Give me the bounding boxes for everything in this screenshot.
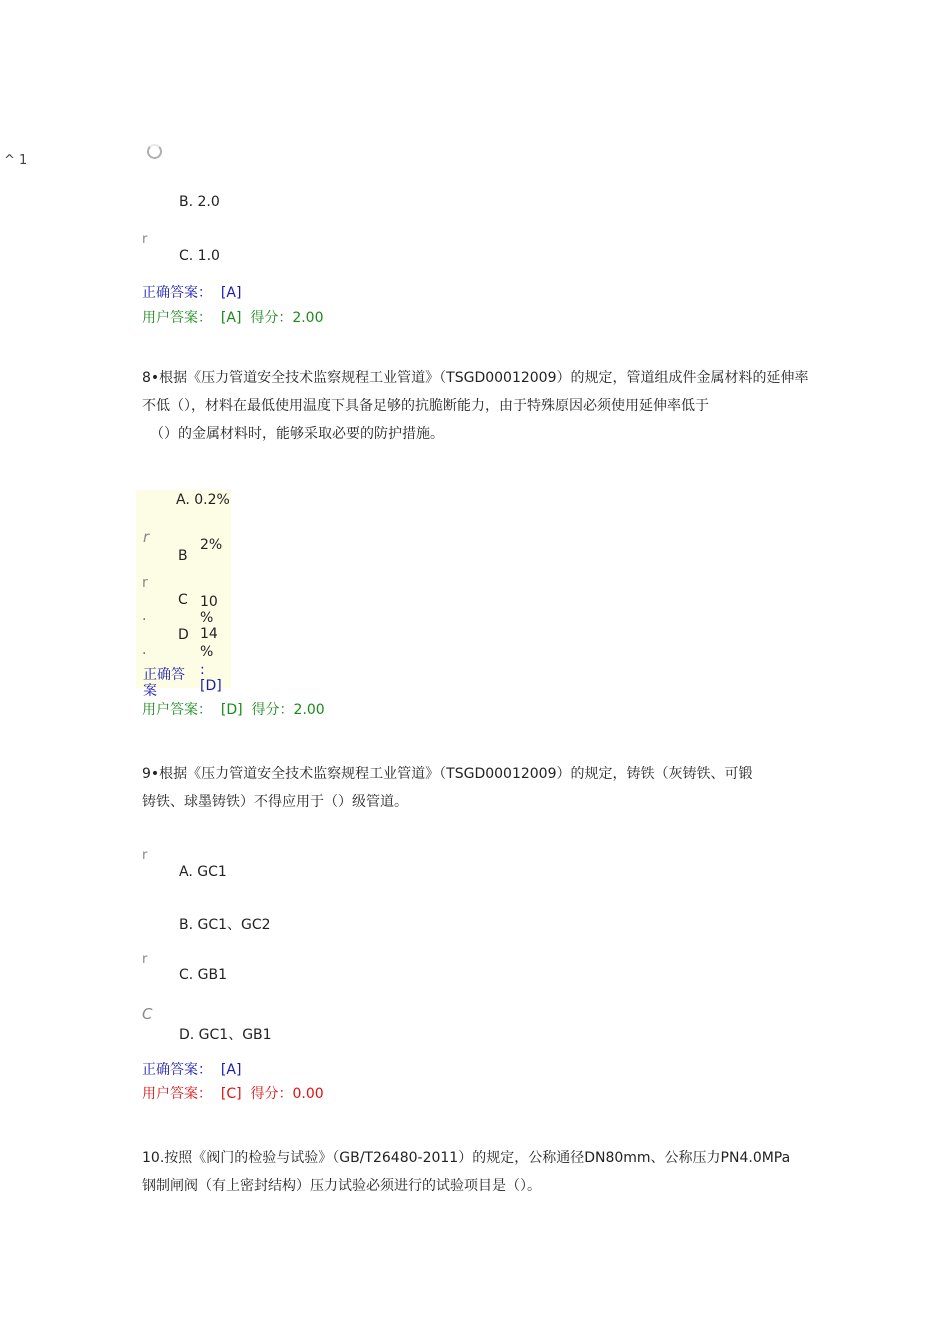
score-value: 0.00 [292,1086,324,1102]
score-label: 得分： [250,310,293,326]
loading-spinner-icon [147,144,162,159]
q9-radio-d-icon[interactable]: C [142,1005,153,1023]
q9-option-d[interactable]: D. GC1、GB1 [179,1027,272,1043]
q8-option-d-value-1[interactable]: 14 [200,626,218,642]
q7-option-c[interactable]: C. 1.0 [179,248,220,264]
user-answer-value: [A] [220,310,242,326]
q9-option-b[interactable]: B. GC1、GC2 [179,917,271,933]
correct-answer-label: 正确答案： [142,285,212,301]
score-value: 2.00 [292,310,324,326]
q8-option-b-letter[interactable]: B [178,548,188,564]
q8-correct-colon: : [200,662,205,678]
q9-radio-c-icon[interactable]: r [142,952,148,967]
q7-correct-answer [142,282,241,302]
q8-text-line-3: （）的金属材料时，能够采取必要的防护措施。 [150,426,444,442]
q8-option-c-value-1[interactable]: 10 [200,594,218,610]
q9-text-line-1: 9•根据《压力管道安全技术监察规程工业管道》（TSGD00012009）的规定，铸铁（灰铸铁、可锻 [142,766,753,782]
user-answer-label: 用户答案： [142,1086,212,1102]
q9-radio-a-icon[interactable]: r [142,848,148,863]
q8-radio-b-icon[interactable]: r [143,528,150,546]
q8-option-a[interactable]: A. 0.2% [176,492,230,508]
user-answer-label: 用户答案： [142,702,212,718]
q8-correct-label-2: 案 [143,683,157,699]
correct-answer-label: 正确答案： [142,1062,212,1078]
q8-text-line-1: 8•根据《压力管道安全技术监察规程工业管道》（TSGD00012009）的规定，管道组成件金属材料的延伸率 [142,370,809,386]
q8-text-line-2: 不低（），材料在最低使用温度下具备足够的抗脆断能力，由于特殊原因必须使用延伸率低于 [142,398,709,414]
q8-option-d-letter[interactable]: D [178,627,189,643]
q10-text-line-2: 钢制闸阀（有上密封结构）压力试验必须进行的试验项目是（）。 [142,1178,541,1194]
q8-correct-label-1: 正确答 [143,667,185,683]
q9-correct-answer [142,1059,241,1079]
q8-option-d-value-2[interactable]: % [200,644,214,660]
q9-user-answer [142,1083,324,1103]
top-fragment: ^ 1 [4,153,28,168]
q8-user-answer [142,699,325,719]
q8-option-b-value[interactable]: 2% [200,537,223,553]
user-answer-value: [D] [220,702,243,718]
q9-option-c[interactable]: C. GB1 [179,967,228,983]
user-answer-label: 用户答案： [142,310,212,326]
q7-user-answer [142,307,324,327]
q8-dot-c: . [142,608,147,624]
q8-option-c-letter[interactable]: C [178,592,188,608]
user-answer-value: [C] [220,1086,242,1102]
q8-option-c-value-2[interactable]: % [200,610,214,626]
q8-dot-d: . [142,642,147,658]
q9-option-a[interactable]: A. GC1 [179,864,227,880]
q10-text-line-1: 10.按照《阀门的检验与试验》（GB/T26480-2011）的规定，公称通径DN80mm、公称压力PN4.0MPa [142,1150,791,1166]
q8-radio-c-icon[interactable]: r [142,575,148,591]
correct-answer-value: [A] [220,285,242,301]
q7-option-b[interactable]: B. 2.0 [179,194,220,210]
score-value: 2.00 [293,702,325,718]
score-label: 得分： [250,1086,293,1102]
q9-text-line-2: 铸铁、球墨铸铁）不得应用于（）级管道。 [142,794,408,810]
q8-correct-value: [D] [200,678,222,694]
q7-radio-c-icon[interactable]: r [142,232,148,247]
score-label: 得分： [251,702,294,718]
q8-options-panel [136,490,231,699]
correct-answer-value: [A] [220,1062,242,1078]
